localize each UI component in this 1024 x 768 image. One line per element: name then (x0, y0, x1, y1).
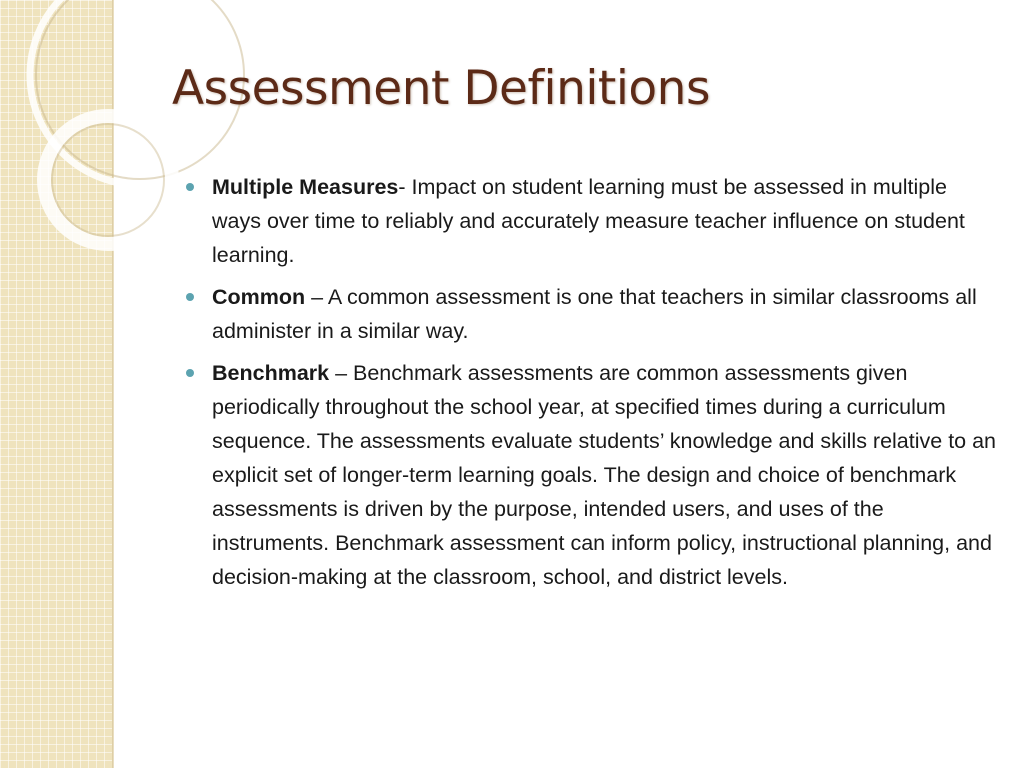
list-item (186, 280, 996, 348)
bullet-icon (186, 183, 194, 191)
list-item (186, 170, 996, 272)
bullet-icon (186, 369, 194, 377)
slide-title: Assessment Definitions (172, 61, 710, 116)
definition-list (186, 170, 996, 602)
definition-multiple-measures: - Impact on student learning must be assessed in multiple ways over time to reliably and accurately measure teacher influence on student learning. (212, 175, 965, 267)
term-multiple-measures: Multiple Measures (212, 175, 399, 199)
list-item (186, 356, 996, 594)
definition-benchmark: – Benchmark assessments are common assessments given periodically throughout the school year, at specified times during a curriculum sequence. The assessments evaluate students’ knowledge and skills relative to an explicit set of longer-term learning goals. The design and choice of benchmark assessments is driven by the purpose, intended users, and uses of the instruments. Benchmark assessment can inform policy, instructional planning, and decision-making at the classroom, school, and district levels. (212, 361, 997, 589)
term-common: Common (212, 285, 306, 309)
term-benchmark: Benchmark (212, 361, 330, 385)
bullet-icon (186, 293, 194, 301)
definition-common: – A common assessment is one that teachers in similar classrooms all administer in a similar way. (212, 285, 977, 343)
